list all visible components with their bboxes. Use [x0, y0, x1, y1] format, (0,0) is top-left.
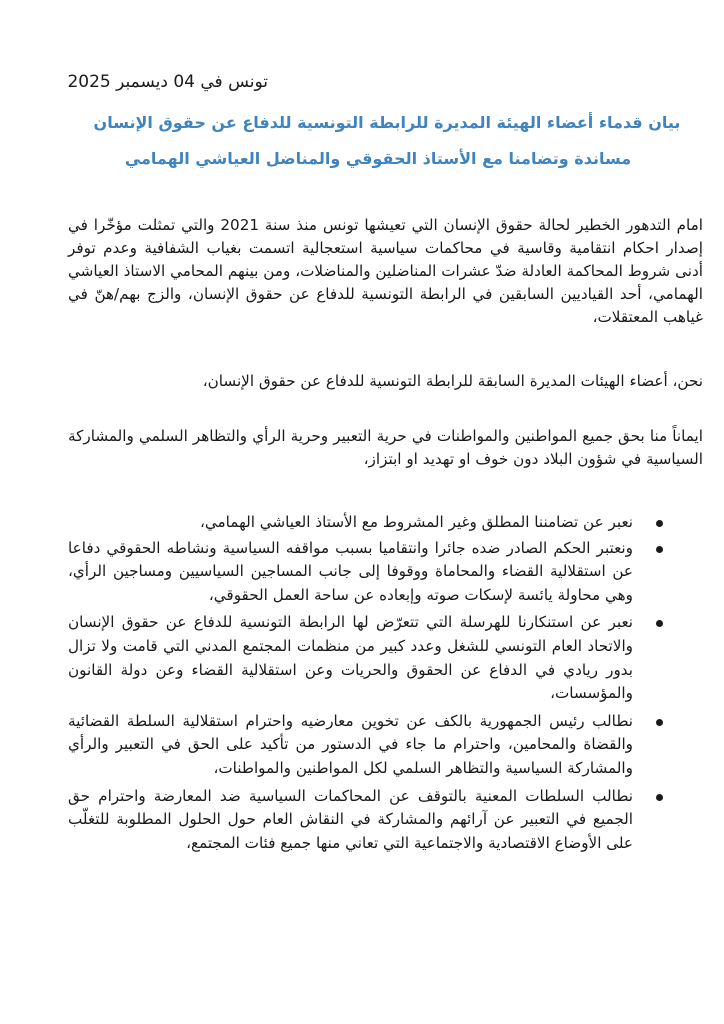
list-item: [68, 611, 633, 705]
bullet-icon: [656, 794, 663, 801]
bullet-icon: [656, 719, 663, 726]
list-item: [68, 511, 633, 535]
list-item-text: ونعتبر الحكم الصادر ضده جائرا وانتقاميا بسبب مواقفه السياسية ونشاطه الحقوقي دفاعا عن استقلالية القضاء والمحاماة ووقوفا إلى جانب المساجين السياسيين ومساجين الرأي، وهي محاولة يائسة لإسكات صوته وإبعاده عن ساحة العمل الحقوقي،: [68, 538, 633, 604]
list-item-text: نطالب رئيس الجمهورية بالكف عن تخوين معارضيه واحترام استقلالية السلطة القضائية والقضاة والمحامين، واحترام ما جاء في الدستور من تأكيد على الحق في التعبير والرأي والمشاركة السياسية والتظاهر السلمي لكل المواطنين والمواطنات،: [68, 711, 633, 777]
bullet-icon: [656, 520, 663, 527]
list-item: [68, 710, 633, 781]
signatories-paragraph: نحن، أعضاء الهيئات المديرة السابقة للرابطة التونسية للدفاع عن حقوق الإنسان،: [202, 372, 703, 390]
list-item-text: نعبر عن استنكارنا للهرسلة التي تتعرّض لها الرابطة التونسية للدفاع عن حقوق الإنسان والاتحاد العام التونسي للشغل وعدد كبير من منظمات المجتمع المدني التي قامت ولا تزال بدور ريادي في الدفاع عن الحقوق والحريات وعن استقلالية القضاء وعن دولة القانون والمؤسسات،: [68, 613, 633, 703]
bullet-icon: [656, 620, 663, 627]
list-item: [68, 537, 633, 608]
list-item-text: نعبر عن تضامننا المطلق وغير المشروط مع الأستاذ العياشي الهمامي،: [199, 513, 633, 531]
intro-paragraph: امام التدهور الخطير لحالة حقوق الإنسان التي تعيشها تونس منذ سنة 2021 والتي تمثلت مؤخّرا في إصدار احكام انتقامية وقاسية في محاكمات سياسية استعجالية اتسمت بغياب الشفافية وعدم توفر أدنى شروط المحاكمة العادلة ضدّ عشرات المناضلين والمناضلات، ومن بينهم المحامي الاستاذ العياشي الهمامي، أحد القياديين السابقين في الرابطة التونسية للدفاع عن حقوق الإنسان، والزج بهم/هنّ في غياهب المعتقلات،: [68, 216, 704, 326]
statement-title-line-2: مساندة وتضامنا مع الأستاذ الحقوقي والمناضل العياشي الهمامي: [124, 149, 632, 168]
list-item-text: نطالب السلطات المعنية بالتوقف عن المحاكمات السياسية ضد المعارضة واحترام حق الجميع في التعبير عن آرائهم والمشاركة في النقاش العام حول الحلول المطلوبة للتغلّب على الأوضاع الاقتصادية والاجتماعية التي تعاني منها جميع فئات المجتمع،: [68, 786, 633, 852]
demands-list: [68, 511, 633, 859]
date-line: تونس في 04 ديسمبر 2025: [67, 72, 268, 92]
bullet-icon: [656, 546, 663, 553]
list-item: [68, 785, 633, 856]
belief-paragraph: ايماناً منا بحق جميع المواطنين والمواطنات في حرية التعبير وحرية الرأي والتظاهر السلمي والمشاركة السياسية في شؤون البلاد دون خوف او تهديد او ابتزاز،: [68, 427, 703, 468]
statement-title-line-1: بيان قدماء أعضاء الهيئة المديرة للرابطة التونسية للدفاع عن حقوق الإنسان: [93, 113, 681, 132]
